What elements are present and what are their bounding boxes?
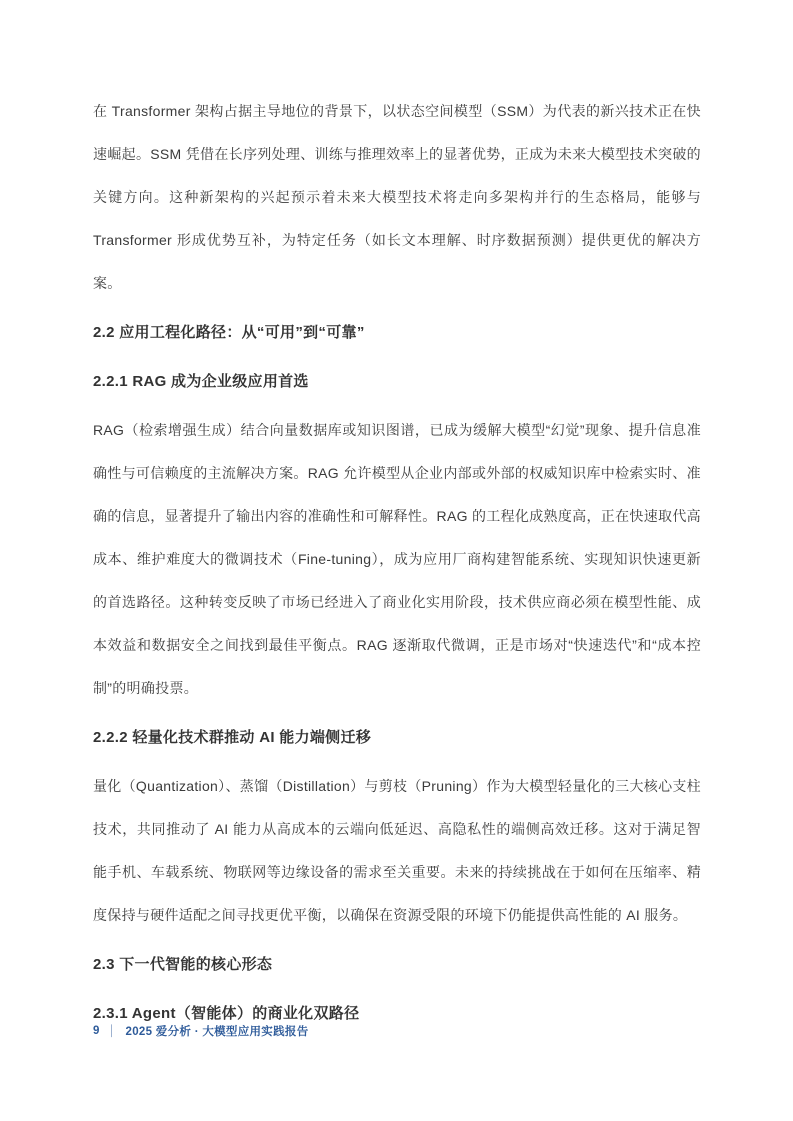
heading-2-3-next-gen-intelligence: 2.3 下一代智能的核心形态 — [93, 956, 273, 973]
report-title: 2025 爱分析 · 大模型应用实践报告 — [125, 1026, 309, 1038]
paragraph-rag: RAG（检索增强生成）结合向量数据库或知识图谱，已成为缓解大模型“幻觉”现象、提升信息准确性与可信赖度的主流解决方案。RAG 允许模型从企业内部或外部的权威知识库中检索实时、准确的信息，显著提升了输出内容的准确性和可解释性。RAG 的工程化成熟度高，正在快速取代高成本、维护难度大的微调技术（Fine-tuning），成为应用厂商构建智能系统、实现知识快速更新的首选路径。这种转变反映了市场已经进入了商业化实用阶段，技术供应商必须在模型性能、成本效益和数据安全之间找到最佳平衡点。RAG 逐渐取代微调，正是市场对“快速迭代”和“成本控制”的明确投票。 — [93, 422, 701, 696]
document-content — [93, 90, 701, 1041]
page-footer — [93, 1021, 309, 1041]
paragraph-ssm-architecture: 在 Transformer 架构占据主导地位的背景下，以状态空间模型（SSM）为代表的新兴技术正在快速崛起。SSM 凭借在长序列处理、训练与推理效率上的显著优势，正成为未来大模型技术突破的关键方向。这种新架构的兴起预示着未来大模型技术将走向多架构并行的生态格局，能够与 Transformer 形成优势互补，为特定任务（如长文本理解、时序数据预测）提供更优的解决方案。 — [93, 103, 701, 291]
paragraph-lightweight: 量化（Quantization）、蒸馏（Distillation）与剪枝（Pruning）作为大模型轻量化的三大核心支柱技术，共同推动了 AI 能力从高成本的云端向低延迟、高隐私性的端侧高效迁移。这对于满足智能手机、车载系统、物联网等边缘设备的需求至关重要。未来的持续挑战在于如何在压缩率、精度保持与硬件适配之间寻找更优平衡，以确保在资源受限的环境下仍能提供高性能的 AI 服务。 — [93, 778, 701, 923]
heading-2-2-engineering-path: 2.2 应用工程化路径：从“可用”到“可靠” — [93, 324, 365, 341]
heading-2-2-1-rag: 2.2.1 RAG 成为企业级应用首选 — [93, 373, 309, 390]
heading-2-3-1-agent: 2.3.1 Agent（智能体）的商业化双路径 — [93, 1005, 360, 1022]
heading-2-2-2-lightweight: 2.2.2 轻量化技术群推动 AI 能力端侧迁移 — [93, 729, 372, 746]
page-number: 9 — [93, 1025, 100, 1037]
footer-separator: ｜ — [105, 1025, 118, 1039]
